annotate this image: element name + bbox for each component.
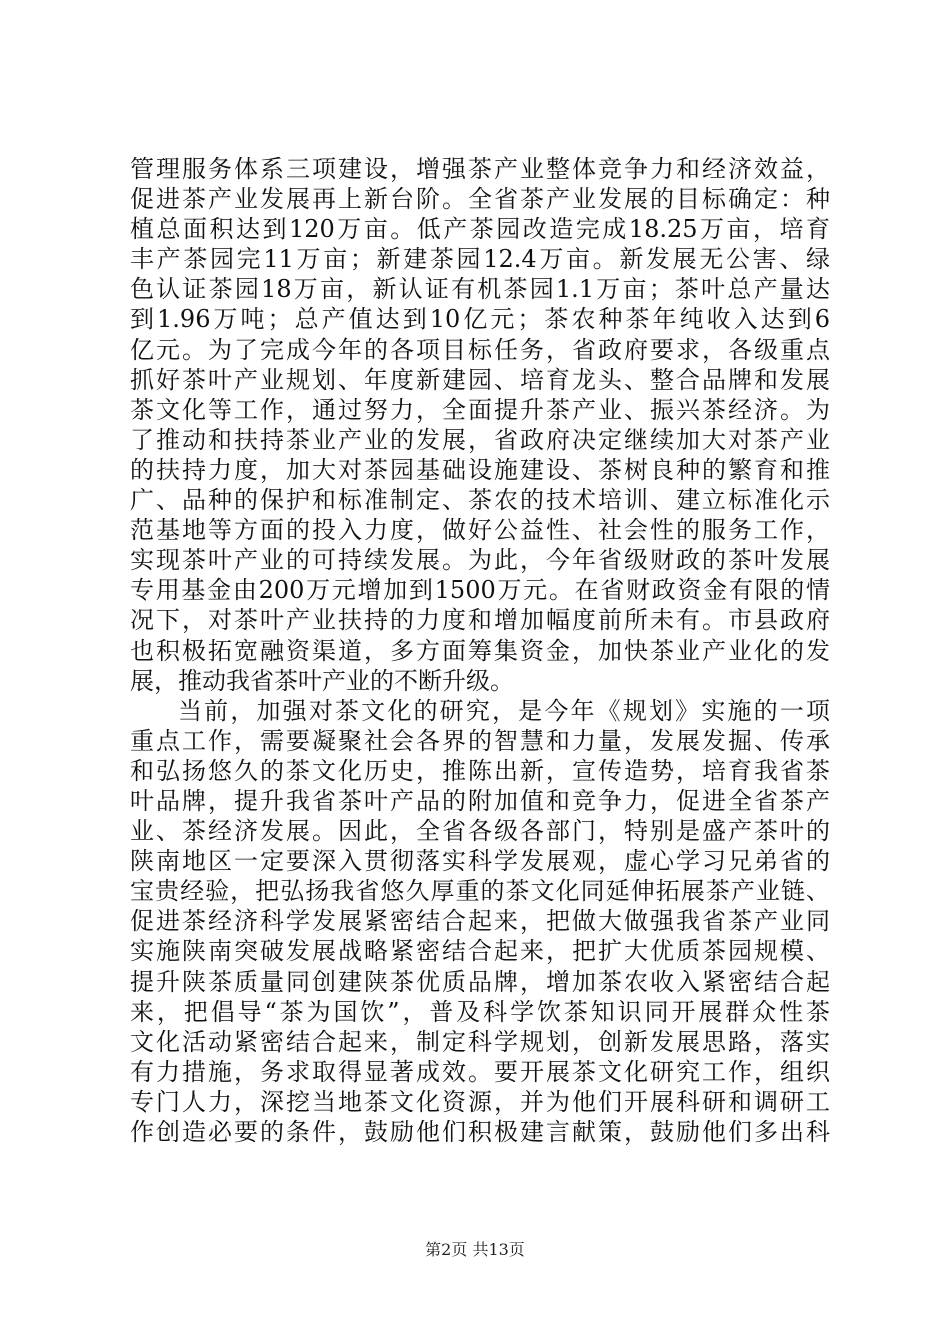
text-line: 作创造必要的条件，鼓励他们积极建言献策，鼓励他们多出科 xyxy=(130,1118,830,1146)
text-line: 来，把倡导“茶为国饮”，普及科学饮茶知识同开展群众性茶 xyxy=(130,997,830,1026)
text-line: 茶文化等工作，通过努力，全面提升茶产业、振兴茶经济。为 xyxy=(130,395,830,424)
text-line: 范基地等方面的投入力度，做好公益性、社会性的服务工作， xyxy=(130,516,830,545)
text-line: 促进茶产业发展再上新台阶。全省茶产业发展的目标确定：种 xyxy=(130,185,830,214)
text-line: 叶品牌，提升我省茶叶产品的附加值和竞争力，促进全省茶产 xyxy=(130,786,830,815)
text-line: 丰产茶园完11万亩；新建茶园12.4万亩。新发展无公害、绿 xyxy=(130,245,830,274)
text-line: 当前，加强对茶文化的研究，是今年《规划》实施的一项 xyxy=(178,696,830,725)
text-line: 业、茶经济发展。因此，全省各级各部门，特别是盛产茶叶的 xyxy=(130,817,830,846)
text-line: 展，推动我省茶叶产业的不断升级。 xyxy=(130,666,514,695)
text-line: 和弘扬悠久的茶文化历史，推陈出新，宣传造势，培育我省茶 xyxy=(130,756,830,785)
text-line: 到1.96万吨；总产值达到10亿元；茶农种茶年纯收入达到6 xyxy=(130,305,830,334)
text-line: 实施陕南突破发展战略紧密结合起来，把扩大优质茶园规模、 xyxy=(130,937,830,966)
text-line: 专门人力，深挖当地茶文化资源，并为他们开展科研和调研工 xyxy=(130,1087,830,1116)
text-line: 促进茶经济科学发展紧密结合起来，把做大做强我省茶产业同 xyxy=(130,907,830,936)
text-line: 抓好茶叶产业规划、年度新建园、培育龙头、整合品牌和发展 xyxy=(130,365,830,394)
paragraph-2 xyxy=(130,696,830,1147)
text-line: 亿元。为了完成今年的各项目标任务，省政府要求，各级重点 xyxy=(130,335,830,364)
text-line: 的扶持力度，加大对茶园基础设施建设、茶树良种的繁育和推 xyxy=(130,455,830,484)
text-line: 也积极拓宽融资渠道，多方面筹集资金，加快茶业产业化的发 xyxy=(130,636,830,665)
text-line: 管理服务体系三项建设，增强茶产业整体竞争力和经济效益， xyxy=(130,155,830,183)
text-line: 了推动和扶持茶业产业的发展，省政府决定继续加大对茶产业 xyxy=(130,425,830,454)
text-line: 况下，对茶叶产业扶持的力度和增加幅度前所未有。市县政府 xyxy=(130,606,830,635)
text-line: 重点工作，需要凝聚社会各界的智慧和力量，发展发掘、传承 xyxy=(130,726,830,755)
document-body xyxy=(130,154,830,1147)
text-line: 植总面积达到120万亩。低产茶园改造完成18.25万亩，培育 xyxy=(130,215,830,244)
text-line: 宝贵经验，把弘扬我省悠久厚重的茶文化同延伸拓展茶产业链、 xyxy=(130,877,830,906)
text-line: 提升陕茶质量同创建陕茶优质品牌，增加茶农收入紧密结合起 xyxy=(130,967,830,996)
text-line: 实现茶叶产业的可持续发展。为此，今年省级财政的茶叶发展 xyxy=(130,546,830,575)
text-line: 专用基金由200万元增加到1500万元。在省财政资金有限的情 xyxy=(130,576,830,605)
text-line: 有力措施，务求取得显著成效。要开展茶文化研究工作，组织 xyxy=(130,1057,830,1086)
page-number-footer: 第2页 共13页 xyxy=(425,1240,525,1259)
paragraph-1 xyxy=(130,154,830,696)
text-line: 文化活动紧密结合起来，制定科学规划，创新发展思路，落实 xyxy=(130,1027,830,1056)
text-line: 广、品种的保护和标准制定、茶农的技术培训、建立标准化示 xyxy=(130,486,830,515)
text-line: 陕南地区一定要深入贯彻落实科学发展观，虚心学习兄弟省的 xyxy=(130,847,830,876)
text-line: 色认证茶园18万亩，新认证有机茶园1.1万亩；茶叶总产量达 xyxy=(130,275,830,304)
